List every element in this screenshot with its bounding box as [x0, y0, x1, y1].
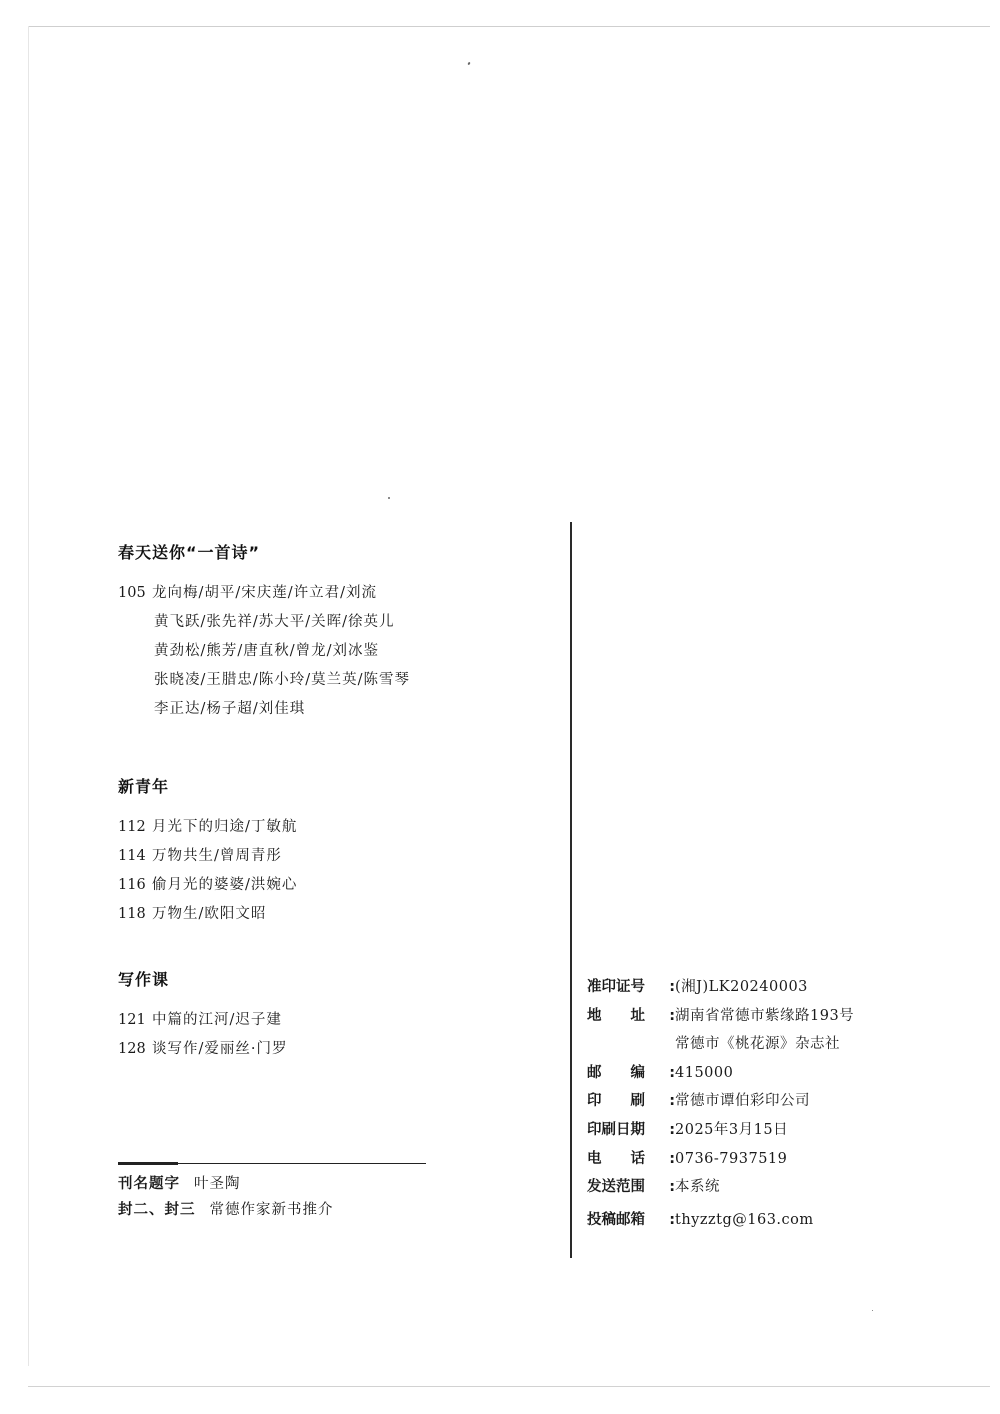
- info-label: [587, 1030, 675, 1059]
- info-value: 0736-7937519: [675, 1150, 788, 1167]
- entry-text: 黄劲松/熊芳/唐直秋/曾龙/刘冰鉴: [154, 643, 380, 659]
- credit-row: [118, 1171, 426, 1197]
- info-label: 印刷日期 :: [587, 1116, 675, 1145]
- scan-speck: [467, 62, 470, 66]
- toc-section-writing-class: [118, 967, 558, 1064]
- credit-row: [118, 1197, 426, 1223]
- info-label-text: 印 刷: [587, 1093, 645, 1110]
- entry-text: 龙向梅/胡平/宋庆莲/许立君/刘流: [152, 585, 378, 601]
- info-value: 常德市《桃花源》杂志社: [675, 1036, 840, 1053]
- info-label-text: 投稿邮箱: [587, 1211, 645, 1228]
- toc-entry: [118, 900, 558, 929]
- entry-text: 月光下的归途/丁敏航: [152, 819, 298, 835]
- info-label: 邮 编 :: [587, 1059, 675, 1088]
- page-number: 121: [118, 1012, 146, 1028]
- info-label: 地 址 :: [587, 1002, 675, 1031]
- info-row-printer: [587, 1087, 977, 1116]
- info-row-postcode: [587, 1059, 977, 1088]
- toc-entry: [118, 579, 558, 608]
- page-number: 105: [118, 585, 146, 601]
- toc-entry: [118, 813, 558, 842]
- page-number: 112: [118, 819, 146, 835]
- info-value: 415000: [675, 1064, 734, 1081]
- info-label-text: 地 址: [587, 1007, 645, 1024]
- toc-entry: [118, 1035, 558, 1064]
- toc-entry: [118, 637, 558, 666]
- section-title: 写作课: [118, 970, 170, 989]
- toc-entry: [118, 666, 558, 695]
- entry-text: 张晓凌/王腊忠/陈小玲/莫兰英/陈雪琴: [154, 672, 411, 688]
- info-label-text: 邮 编: [587, 1064, 645, 1081]
- info-value: thyzztg@163.com: [675, 1211, 814, 1228]
- info-value: 常德市谭伯彩印公司: [675, 1093, 810, 1110]
- page-number: 128: [118, 1041, 146, 1057]
- entry-text: 中篇的江河/迟子建: [152, 1012, 282, 1028]
- info-label: 印 刷 :: [587, 1087, 675, 1116]
- entry-text: 黄飞跃/张先祥/苏大平/关晖/徐英儿: [154, 614, 395, 630]
- info-label: 准印证号 :: [587, 973, 675, 1002]
- credit-value: 叶圣陶: [194, 1176, 241, 1192]
- info-label-text: 电 话: [587, 1150, 645, 1167]
- info-label-text: 发送范围: [587, 1179, 645, 1196]
- credit-label: 封二、封三: [118, 1202, 196, 1218]
- scan-edge-left: [28, 26, 29, 1366]
- info-value: 2025年3月15日: [675, 1121, 789, 1138]
- scan-speck: [872, 1310, 873, 1311]
- page-number: 118: [118, 906, 146, 922]
- info-label-text: 印刷日期: [587, 1121, 645, 1138]
- info-value: 湖南省常德市紫缘路193号: [675, 1007, 855, 1024]
- entry-text: 偷月光的婆婆/洪婉心: [152, 877, 298, 893]
- info-label: 投稿邮箱 :: [587, 1206, 675, 1235]
- section-title: 新青年: [118, 777, 170, 796]
- info-value: (湘J)LK20240003: [675, 979, 808, 995]
- table-of-contents: [118, 540, 558, 1102]
- footer-rule-accent: [118, 1162, 178, 1165]
- info-row-distribution: [587, 1173, 977, 1202]
- credit-label: 刊名题字: [118, 1176, 180, 1192]
- info-row-print-date: [587, 1116, 977, 1145]
- info-label-text: 准印证号: [587, 979, 645, 995]
- scan-edge-bottom: [28, 1386, 990, 1387]
- info-row-phone: [587, 1145, 977, 1174]
- toc-entry: [118, 842, 558, 871]
- entry-text: 万物共生/曾周青彤: [152, 848, 282, 864]
- toc-entry: [118, 1006, 558, 1035]
- section-title: 春天送你“一首诗”: [118, 543, 261, 562]
- scan-edge-top: [28, 26, 990, 27]
- info-label: 发送范围 :: [587, 1173, 675, 1202]
- entry-text: 谈写作/爱丽丝·门罗: [152, 1041, 288, 1057]
- toc-entry: [118, 871, 558, 900]
- credits-block: [118, 1162, 426, 1223]
- info-row-address-2: [587, 1030, 977, 1059]
- scan-speck: [388, 497, 390, 499]
- column-divider: [570, 522, 572, 1258]
- credit-value: 常德作家新书推介: [209, 1202, 334, 1218]
- info-row-address: [587, 1002, 977, 1031]
- toc-section-new-youth: [118, 774, 558, 929]
- entry-text: 李正达/杨子超/刘佳琪: [154, 701, 306, 717]
- info-label: 电 话 :: [587, 1145, 675, 1174]
- toc-entry: [118, 695, 558, 724]
- toc-section-spring-poems: [118, 540, 558, 724]
- publication-info: [587, 973, 977, 1234]
- page-number: 114: [118, 848, 146, 864]
- toc-entry: [118, 608, 558, 637]
- info-row-email: [587, 1206, 977, 1235]
- info-value: 本系统: [675, 1179, 720, 1196]
- entry-text: 万物生/欧阳文昭: [152, 906, 267, 922]
- page-number: 116: [118, 877, 146, 893]
- info-row-permit: [587, 973, 977, 1002]
